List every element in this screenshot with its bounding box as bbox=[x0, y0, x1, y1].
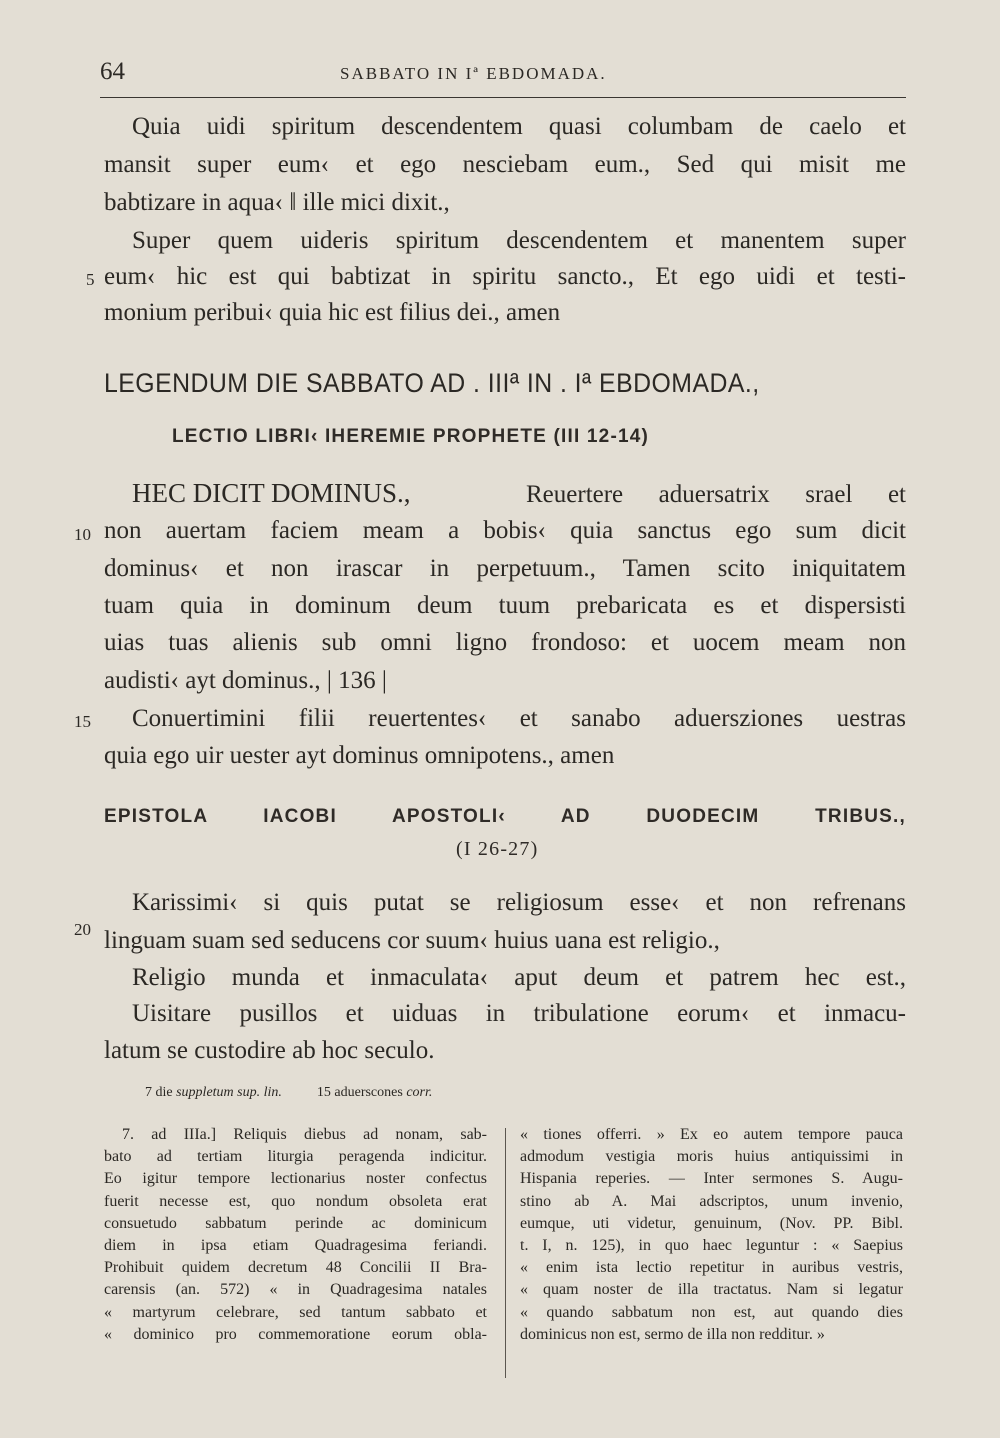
footnote-line: « quando sabbatum non est, aut quando dies bbox=[520, 1303, 903, 1321]
footnote-line: admodum vestigia moris huius antiquissimi in bbox=[520, 1148, 903, 1166]
apparatus-ref: 15 aduerscones bbox=[316, 1085, 403, 1100]
footnote-line: dominicus non est, sermo de illa non redditur. » bbox=[520, 1325, 825, 1343]
footnote-line: carensis (an. 572) « in Quadragesima natales bbox=[104, 1281, 487, 1299]
epistle-reference: (I 26-27) bbox=[456, 838, 539, 860]
footnote-line: Eo igitur tempore lectionarius noster confectus bbox=[104, 1170, 487, 1188]
footnote-line: bato ad tertiam liturgia peragenda indicitur. bbox=[104, 1148, 487, 1166]
footnote-line: consuetudo sabbatum perinde ac dominicum bbox=[104, 1214, 487, 1232]
text-line: Karissimi‹ si quis putat se religiosum esse‹ et non refrenans bbox=[132, 889, 906, 916]
footnote-line: fuerit necesse est, quo nondum obsoleta erat bbox=[104, 1192, 487, 1210]
lesson-subheading: LECTIO LIBRI‹ IHEREMIE PROPHETE (III 12-14) bbox=[172, 426, 650, 447]
line-number: 10 bbox=[74, 525, 91, 544]
text-line: eum‹ hic est qui babtizat in spiritu sancto., Et ego uidi et testi- bbox=[104, 263, 906, 290]
apparatus-note: suppletum sup. lin. bbox=[176, 1085, 282, 1100]
text-line: uias tuas alienis sub omni ligno frondoso: et uocem meam non bbox=[104, 629, 906, 656]
text-line: Uisitare pusillos et uiduas in tribulatione eorum‹ et inmacu- bbox=[132, 1000, 906, 1027]
page-header bbox=[100, 58, 906, 92]
critical-apparatus bbox=[145, 1085, 432, 1101]
text-line: Conuertimini filii reuertentes‹ et sanabo aduersziones uestras bbox=[132, 705, 906, 732]
text-line: Quia uidi spiritum descendentem quasi columbam de caelo et bbox=[132, 113, 906, 140]
footnote-line: diem in ipsa etiam Quadragesima feriandi. bbox=[104, 1237, 487, 1255]
text-line: tuam quia in dominum deum tuum prebaricata es et dispersisti bbox=[104, 592, 906, 619]
text-line: dominus‹ et non irascar in perpetuum., Tamen scito iniquitatem bbox=[104, 555, 906, 582]
footnote-line: Hispania reperies. — Inter sermones S. Augu- bbox=[520, 1170, 903, 1188]
footnote-line: « enim ista lectio repetitur in auribus vestris, bbox=[520, 1259, 903, 1277]
footnote-line: t. I, n. 125), in quo haec leguntur : « Saepius bbox=[520, 1237, 903, 1255]
text-line: non auertam faciem meam a bobis‹ quia sanctus ego sum dicit bbox=[104, 517, 906, 544]
text-line: audisti‹ ayt dominus., | 136 | bbox=[104, 667, 387, 694]
apparatus-ref: 7 die bbox=[145, 1085, 173, 1100]
epistle-heading: EPISTOLA IACOBI APOSTOLI‹ AD DUODECIM TRIBUS., bbox=[104, 806, 906, 827]
text-line: Super quem uideris spiritum descendentem et manentem super bbox=[132, 227, 906, 254]
column-divider bbox=[505, 1128, 506, 1378]
opening-caps: HEC DICIT DOMINUS., bbox=[132, 478, 411, 508]
footnotes bbox=[104, 1124, 910, 1384]
footnote-line: « dominico pro commemoratione eorum obla- bbox=[104, 1325, 487, 1343]
line-number: 20 bbox=[74, 920, 91, 939]
footnote-line: eumque, uti videtur, genuinum, (Nov. PP. Bibl. bbox=[520, 1214, 903, 1232]
running-title: SABBATO IN Iª EBDOMADA. bbox=[340, 64, 607, 83]
footnote-line: « martyrum celebrare, sed tantum sabbato et bbox=[104, 1303, 487, 1321]
apparatus-note: corr. bbox=[406, 1085, 433, 1100]
text-line: Religio munda et inmaculata‹ aput deum et patrem hec est., bbox=[132, 964, 906, 991]
footnote-line: 7. ad IIIa.] Reliquis diebus ad nonam, sab- bbox=[122, 1126, 487, 1143]
line-number: 15 bbox=[74, 712, 91, 731]
text-line: mansit super eum‹ et ego nesciebam eum., Sed qui misit me bbox=[104, 151, 906, 178]
footnote-line: stino ab A. Mai adscriptos, unum invenio, bbox=[520, 1192, 903, 1210]
footnote-line: « tiones offerri. » Ex eo autem tempore pauca bbox=[520, 1126, 903, 1143]
text-line: quia ego uir uester ayt dominus omnipotens., amen bbox=[104, 742, 615, 769]
text-line: Reuertere aduersatrix srael et bbox=[526, 481, 906, 508]
footnote-column-right bbox=[520, 1124, 903, 1346]
page-number: 64 bbox=[100, 58, 125, 85]
text-line: linguam suam sed seducens cor suum‹ huius uana est religio., bbox=[104, 927, 720, 954]
text-line: babtizare in aqua‹ ‖ ille mici dixit., bbox=[104, 189, 450, 216]
footnote-line: « quam noster de illa tractatus. Nam si legatur bbox=[520, 1281, 903, 1299]
text-line: latum se custodire ab hoc seculo. bbox=[104, 1037, 435, 1064]
line-number: 5 bbox=[86, 270, 95, 289]
footnote-line: Prohibuit quidem decretum 48 Concilii II Bra- bbox=[104, 1259, 487, 1277]
text-line: monium peribui‹ quia hic est filius dei., amen bbox=[104, 299, 561, 326]
header-rule bbox=[100, 97, 906, 98]
footnote-column-left bbox=[104, 1124, 487, 1346]
lesson-heading: LEGENDUM DIE SABBATO AD . IIIª IN . Iª EBDOMADA., bbox=[104, 368, 760, 398]
